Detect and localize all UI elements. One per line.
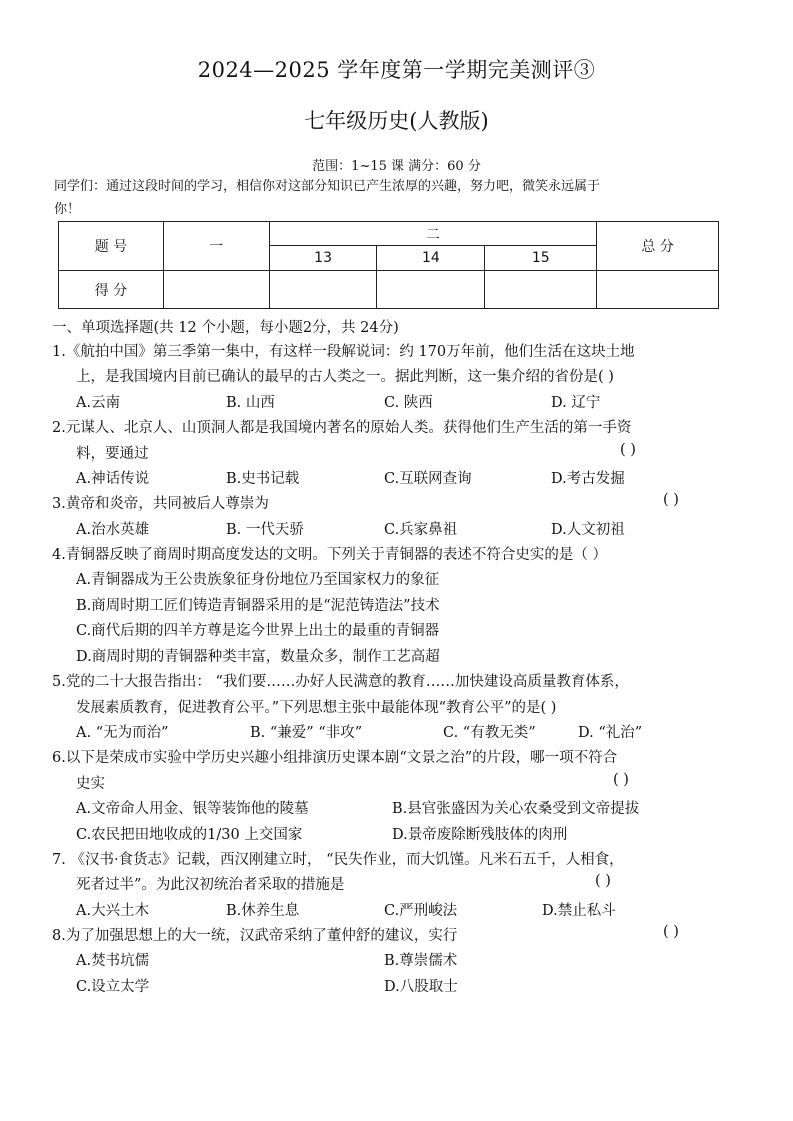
question-8-option-b[interactable]: B.尊崇儒术 bbox=[384, 953, 458, 969]
question-5-line-1: 5.党的二十大报告指出： “我们要……办好人民满意的教育……加快建设高质量教育体系， bbox=[52, 674, 629, 690]
score-cell-total[interactable] bbox=[597, 271, 719, 309]
question-5-option-d[interactable]: D. “礼治” bbox=[578, 725, 643, 741]
question-5-line-2: 发展素质教育，促进教育公平。”下列思想主张中最能体现“教育公平”的是( ) bbox=[76, 700, 557, 716]
question-3-option-a[interactable]: A.治水英雄 bbox=[76, 522, 150, 538]
question-6-answer-blank[interactable]: ( ) bbox=[613, 772, 629, 788]
question-2-option-b[interactable]: B.史书记载 bbox=[226, 471, 300, 487]
question-2-option-a[interactable]: A.神话传说 bbox=[76, 471, 150, 487]
question-1-option-a[interactable]: A.云南 bbox=[76, 395, 121, 411]
score-table-sub-14: 14 bbox=[377, 246, 485, 271]
question-4-option-a[interactable]: A.青铜器成为王公贵族象征身份地位乃至国家权力的象征 bbox=[76, 572, 440, 588]
question-1-option-d[interactable]: D. 辽宁 bbox=[551, 395, 601, 411]
question-4-option-c[interactable]: C.商代后期的四羊方尊是迄今世界上出土的最重的青铜器 bbox=[76, 623, 440, 639]
question-7-answer-blank[interactable]: ( ) bbox=[595, 873, 611, 889]
question-8-option-c[interactable]: C.设立太学 bbox=[76, 979, 150, 995]
score-cell-15[interactable] bbox=[485, 271, 597, 309]
exam-scope: 范围：1~15 课 满分：60 分 bbox=[312, 159, 481, 174]
question-3-option-d[interactable]: D.人文初祖 bbox=[551, 522, 625, 538]
score-table-sub-15: 15 bbox=[485, 246, 597, 271]
question-6-line-2: 史实 bbox=[76, 776, 105, 792]
question-5-option-a[interactable]: A. “无为而治” bbox=[76, 725, 169, 741]
exam-subtitle: 七年级历史(人教版) bbox=[304, 109, 489, 133]
question-1-line-2: 上，是我国境内目前已确认的最早的古人类之一。据此判断，这一集介绍的省份是( ) bbox=[76, 369, 614, 385]
question-7-line-1: 7. 《汉书·食货志》记载，西汉刚建立时， “民失作业，而大饥馑。凡米石五千，人相食， bbox=[52, 852, 624, 868]
question-6-option-c[interactable]: C.农民把田地收成的1/30 上交国家 bbox=[76, 827, 303, 843]
question-5-option-b[interactable]: B. “兼爱” “非攻” bbox=[250, 725, 363, 741]
question-7-line-2: 死者过半”。为此汉初统治者采取的措施是 bbox=[76, 877, 345, 893]
question-6-option-b[interactable]: B.县官张盛因为关心农桑受到文帝提拔 bbox=[392, 801, 640, 817]
score-cell-13[interactable] bbox=[269, 271, 377, 309]
question-3-answer-blank[interactable]: ( ) bbox=[663, 492, 679, 508]
intro-line-2: 你！ bbox=[54, 202, 81, 217]
question-6-option-d[interactable]: D.景帝废除断残肢体的肉刑 bbox=[392, 827, 568, 843]
question-7-option-d[interactable]: D.禁止私斗 bbox=[542, 903, 616, 919]
question-3-option-b[interactable]: B. 一代天骄 bbox=[226, 522, 304, 538]
question-2-answer-blank[interactable]: ( ) bbox=[620, 442, 636, 458]
section-heading: 一、单项选择题(共 12 个小题，每小题2分，共 24分) bbox=[52, 320, 399, 336]
intro-line-1: 同学们：通过这段时间的学习，相信你对这部分知识已产生浓厚的兴趣，努力吧，微笑永远属于 bbox=[54, 179, 601, 194]
question-3-option-c[interactable]: C.兵家鼻祖 bbox=[384, 522, 458, 538]
question-8-option-d[interactable]: D.八股取士 bbox=[384, 979, 458, 995]
score-table-col-one: 一 bbox=[163, 222, 269, 271]
question-1-option-b[interactable]: B. 山西 bbox=[226, 395, 275, 411]
question-7-option-b[interactable]: B.休养生息 bbox=[226, 903, 300, 919]
score-table bbox=[58, 221, 719, 309]
question-2-option-c[interactable]: C.互联网查询 bbox=[384, 471, 472, 487]
question-3-line-1: 3.黄帝和炎帝，共同被后人尊崇为 bbox=[52, 496, 269, 512]
question-2-line-2: 料，要通过 bbox=[76, 446, 149, 462]
question-4-option-d[interactable]: D.商周时期的青铜器种类丰富，数量众多，制作工艺高超 bbox=[76, 649, 440, 665]
question-7-option-a[interactable]: A.大兴土木 bbox=[76, 903, 150, 919]
question-6-line-1: 6.以下是荣成市实验中学历史兴趣小组排演历史课本剧“文景之治”的片段，哪一项不符合 bbox=[52, 750, 618, 766]
score-table-col-total: 总 分 bbox=[597, 222, 719, 271]
score-table-label-no: 题 号 bbox=[59, 222, 164, 271]
score-table-sub-13: 13 bbox=[269, 246, 377, 271]
exam-title: 2024—2025 学年度第一学期完美测评③ bbox=[197, 58, 596, 82]
score-table-label-score: 得 分 bbox=[59, 271, 164, 309]
score-cell-14[interactable] bbox=[377, 271, 485, 309]
question-5-option-c[interactable]: C. “有教无类” bbox=[443, 725, 536, 741]
question-8-line-1: 8.为了加强思想上的大一统，汉武帝采纳了董仲舒的建议，实行 bbox=[52, 928, 458, 944]
question-7-option-c[interactable]: C.严刑峻法 bbox=[384, 903, 458, 919]
question-6-option-a[interactable]: A.文帝命人用金、银等装饰他的陵墓 bbox=[76, 801, 309, 817]
question-2-option-d[interactable]: D.考古发掘 bbox=[551, 471, 625, 487]
question-8-option-a[interactable]: A.焚书坑儒 bbox=[76, 953, 150, 969]
question-1-line-1: 1.《航拍中国》第三季第一集中，有这样一段解说词：约 170万年前，他们生活在这块土地 bbox=[52, 344, 635, 360]
question-2-line-1: 2.元谋人、北京人、山顶洞人都是我国境内著名的原始人类。获得他们生产生活的第一手资 bbox=[52, 420, 632, 436]
question-8-answer-blank[interactable]: ( ) bbox=[663, 924, 679, 940]
question-4-option-b[interactable]: B.商周时期工匠们铸造青铜器采用的是“泥范铸造法”技术 bbox=[76, 598, 440, 614]
question-4-line-1: 4.青铜器反映了商周时期高度发达的文明。下列关于青铜器的表述不符合史实的是（ ） bbox=[52, 547, 607, 563]
score-table-col-two: 二 bbox=[269, 222, 596, 246]
question-1-option-c[interactable]: C. 陕西 bbox=[384, 395, 433, 411]
score-cell-one[interactable] bbox=[163, 271, 269, 309]
